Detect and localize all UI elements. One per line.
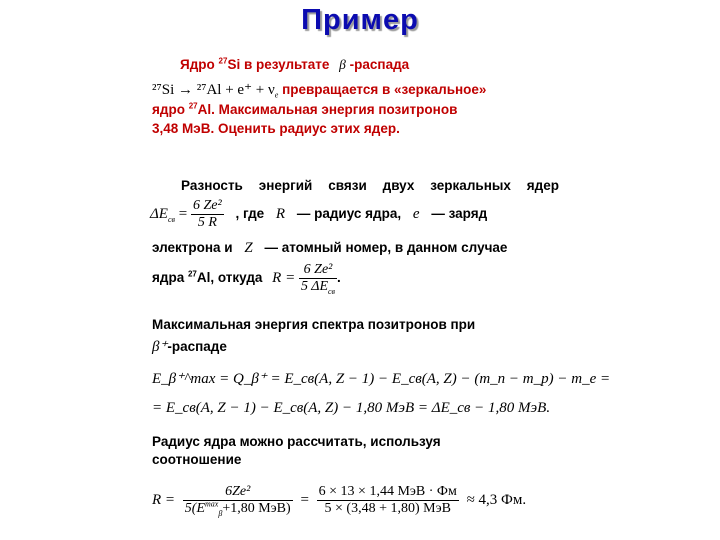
radius-line-1: Радиус ядра можно рассчитать, используя <box>152 434 441 449</box>
problem-line-4: 3,48 МэВ. Оценить радиус этих ядер. <box>152 121 400 136</box>
max-energy-line-1: Максимальная энергия спектра позитронов при <box>152 317 476 332</box>
solution-line-2: $\Delta E_{св}$ = $\frac{\text{6 Ze²}}{5 R}$ , где R — радиус ядра, e — заряд <box>150 198 488 230</box>
slide-title: Пример <box>301 4 419 36</box>
fraction-binding-energy: $\frac{\text{6 Ze²}}{5 R}$ <box>193 198 222 230</box>
problem-line-3: ядро $^{27}$Al. Максимальная энергия позитронов <box>152 101 458 117</box>
fraction-radius-symbolic: $\frac{\text{6Ze²}}{5(E^{max}_\beta+1,80 МэВ)}$ <box>184 484 291 518</box>
radius-formula: R = $\frac{\text{6Ze²}}{5(E^{max}_\beta+1,80 МэВ)}$ = $\frac{\text{6 × 13 × 1,44 МэВ · Фм}}{\text{5 × (3,48 + 1,80) МэВ}}$ ≈ 4,3 Фм. <box>152 484 527 518</box>
max-energy-formula-2: = E_св(A, Z − 1) − E_св(A, Z) − 1,80 МэВ = ΔE_св − 1,80 МэВ. <box>152 400 551 416</box>
max-energy-formula-1: E_β⁺^max = Q_β⁺ = E_св(A, Z − 1) − E_св(A, Z) − (m_n − m_p) − m_e = <box>152 371 611 387</box>
solution-line-1: Разность энергий связи двух зеркальных ядер <box>181 178 559 193</box>
problem-line-2: $^{27}Si \to ^{27}Al + e^+ + \nu_e$ превращается в «зеркальное» <box>152 82 487 100</box>
solution-line-4: ядра $^{27}$Al, откуда R = $\frac{\text{6 Ze²}}{5 \Delta E_{св}}$ . <box>152 262 341 296</box>
solution-line-3: электрона и Z — атомный номер, в данном случае <box>152 240 508 256</box>
max-energy-line-2: β⁺-распаде <box>152 339 227 355</box>
fraction-radius-numeric: $\frac{\text{6 × 13 × 1,44 МэВ · Фм}}{\text{5 × (3,48 + 1,80) МэВ}}$ <box>318 484 457 516</box>
fraction-radius: $\frac{\text{6 Ze²}}{5 \Delta E_{св}}$ <box>300 262 336 296</box>
problem-line-1: Ядро $^{27}$Si в результате β -распада <box>180 56 410 72</box>
radius-line-2: соотношение <box>152 452 242 467</box>
